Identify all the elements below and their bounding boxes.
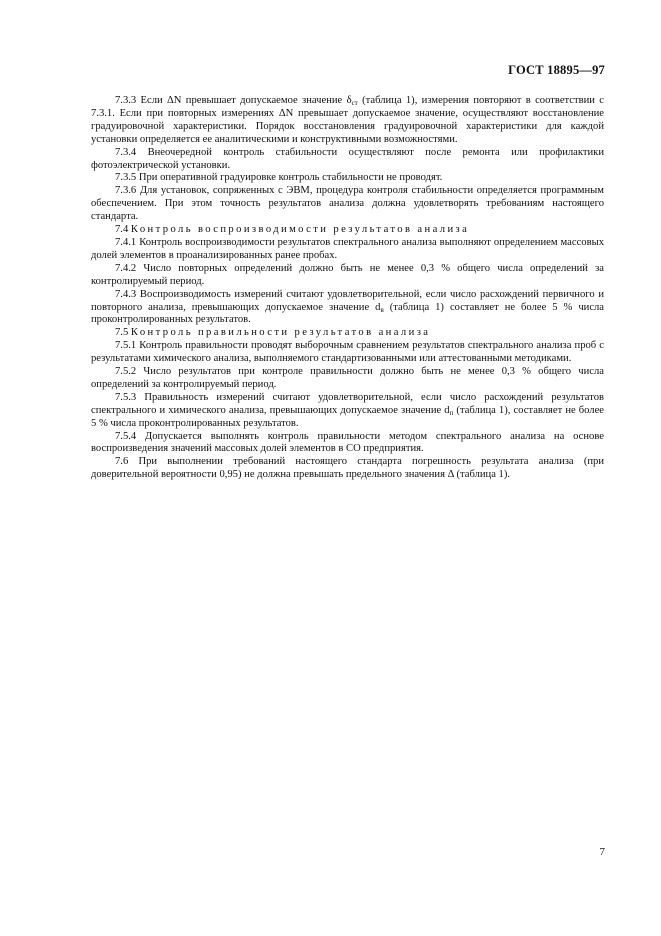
page-number: 7	[599, 846, 605, 858]
paragraph-7-3-4: 7.3.4 Внеочередной контроль стабильности осуществляют после ремонта или профилактики фотоэлектрической установки.	[91, 146, 604, 171]
document-header: ГОСТ 18895—97	[508, 63, 605, 77]
paragraph-7-6: 7.6 При выполнении требований настоящего стандарта погрешность результата анализа (при доверительной вероятности 0,95) не должна превышать предельного значения Δ (таблица 1).	[91, 456, 604, 481]
paragraph-7-4-2: 7.4.2 Число повторных определений должно быть не менее 0,3 % общего числа определений за контролируемый период.	[91, 262, 604, 287]
paragraph-7-3-5: 7.3.5 При оперативной градуировке контроль стабильности не проводят.	[115, 172, 443, 184]
paragraph-7-5-2: 7.5.2 Число результатов при контроле правильности должно быть не менее 0,3 % общего числа определений за контролируемый период.	[91, 366, 604, 390]
paragraph-7-5-3: 7.5.3 Правильность измерений считают удовлетворительной, если число расхождений результатов спектрального и химического анализа, превышающих допускаемое значение $d_п$ (таблица 1), составляет не более 5 % числа проконтролированных результатов.	[91, 391, 604, 429]
paragraph-7-5-4: 7.5.4 Допускается выполнять контроль правильности методом спектрального анализа на основе воспроизведения значений массовых долей элементов в СО предприятия.	[91, 430, 604, 455]
paragraph-7-4-3: 7.4.3 Воспроизводимость измерений считают удовлетворительной, если число расхождений первичного и повторного анализа, превышающих допускаемое значение $d_в$ (таблица 1) составляет не более 5 % числа проконтролированных результатов.	[91, 288, 605, 326]
paragraph-7-5-1: 7.5.1 Контроль правильности проводят выборочным сравнением результатов спектрального анализа проб с результатами химического анализа, выполняемого стандартизованными или аттестованными методиками.	[91, 340, 604, 365]
section-heading-7-4: 7.4 Контроль воспроизводимости результатов анализа	[115, 224, 470, 236]
paragraph-7-3-6: 7.3.6 Для установок, сопряженных с ЭВМ, процедура контроля стабильности определяется программным обеспечением. При этом точность результатов анализа должна удовлетворять требованиям настоящего стандарта.	[91, 185, 604, 223]
paragraph-7-4-1: 7.4.1 Контроль воспроизводимости результатов спектрального анализа выполняют определением массовых долей элементов в проанализированных ранее пробах.	[91, 236, 604, 261]
section-heading-7-5: 7.5 Контроль правильности результатов анализа	[115, 327, 431, 339]
paragraph-7-3-3: 7.3.3 Если ΔN превышает допускаемое значение $\delta_{ст}$ (таблица 1), измерения повторяют в соответствии с 7.3.1. Если при повторных измерениях ΔN превышает допускаемое значение, осуществляют восстановление градуировочной характеристики. Порядок восстановления градуировочной характеристики для каждой установки определяется ее аналитическими и конструктивными возможностями.	[91, 95, 604, 145]
document-body	[91, 95, 604, 482]
